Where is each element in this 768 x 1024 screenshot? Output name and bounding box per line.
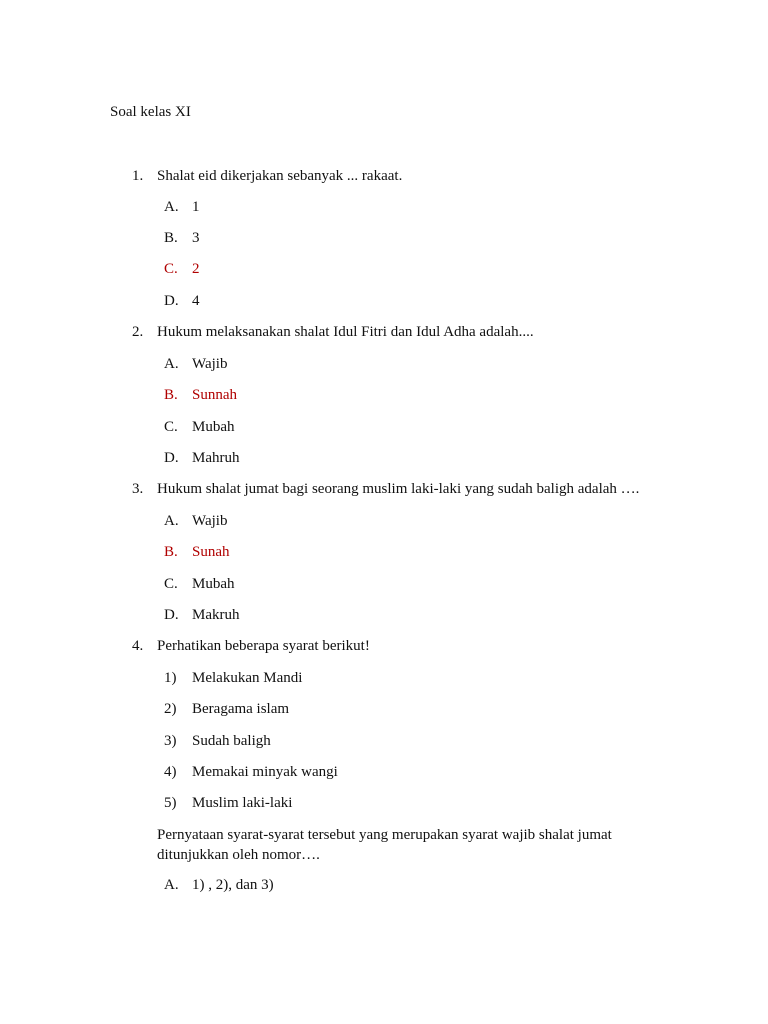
option-label: D. xyxy=(164,450,179,466)
option-label: B. xyxy=(164,387,178,403)
option-label: D. xyxy=(164,607,179,623)
option-text: Wajib xyxy=(192,356,228,372)
option-text: Makruh xyxy=(192,607,240,623)
sub-item-text: Beragama islam xyxy=(192,701,290,717)
option-text: Sunah xyxy=(192,544,230,560)
option-label: C. xyxy=(164,419,178,435)
option-text: 1) , 2), dan 3) xyxy=(192,877,274,893)
sub-item-label: 2) xyxy=(164,701,177,717)
option-label: A. xyxy=(164,877,179,893)
sub-item-label: 1) xyxy=(164,670,177,686)
question-number: 4. xyxy=(132,638,144,654)
option-label: D. xyxy=(164,293,179,309)
option-label: A. xyxy=(164,513,179,529)
option-text: 4 xyxy=(192,293,200,309)
question-number: 1. xyxy=(132,168,144,184)
question-text: Shalat eid dikerjakan sebanyak ... rakaat. xyxy=(157,168,403,184)
document-title: Soal kelas XI xyxy=(110,104,191,120)
option-label: B. xyxy=(164,230,178,246)
question-number: 3. xyxy=(132,481,144,497)
option-text: Mahruh xyxy=(192,450,240,466)
option-label: C. xyxy=(164,576,178,592)
option-label: A. xyxy=(164,199,179,215)
option-label: C. xyxy=(164,261,178,277)
question-text: Perhatikan beberapa syarat berikut! xyxy=(157,638,370,654)
option-text: 2 xyxy=(192,261,200,277)
sub-item-text: Sudah baligh xyxy=(192,733,271,749)
option-text: Sunnah xyxy=(192,387,237,403)
sub-item-label: 4) xyxy=(164,764,177,780)
option-text: Mubah xyxy=(192,419,235,435)
option-text: 1 xyxy=(192,199,200,215)
option-text: 3 xyxy=(192,230,200,246)
question-text: Hukum melaksanakan shalat Idul Fitri dan Idul Adha adalah.... xyxy=(157,324,534,340)
question-text: Hukum shalat jumat bagi seorang muslim laki-laki yang sudah baligh adalah …. xyxy=(157,481,640,497)
sub-item-text: Memakai minyak wangi xyxy=(192,764,338,780)
option-text: Wajib xyxy=(192,513,228,529)
sub-item-label: 5) xyxy=(164,795,177,811)
sub-item-text: Muslim laki-laki xyxy=(192,795,293,811)
sub-item-text: Melakukan Mandi xyxy=(192,670,303,686)
option-label: B. xyxy=(164,544,178,560)
question-number: 2. xyxy=(132,324,144,340)
option-label: A. xyxy=(164,356,179,372)
option-text: Mubah xyxy=(192,576,235,592)
sub-item-label: 3) xyxy=(164,733,177,749)
question-statement: Pernyataan syarat-syarat tersebut yang merupakan syarat wajib shalat jumat ditunjukkan oleh nomor…. xyxy=(157,827,612,863)
